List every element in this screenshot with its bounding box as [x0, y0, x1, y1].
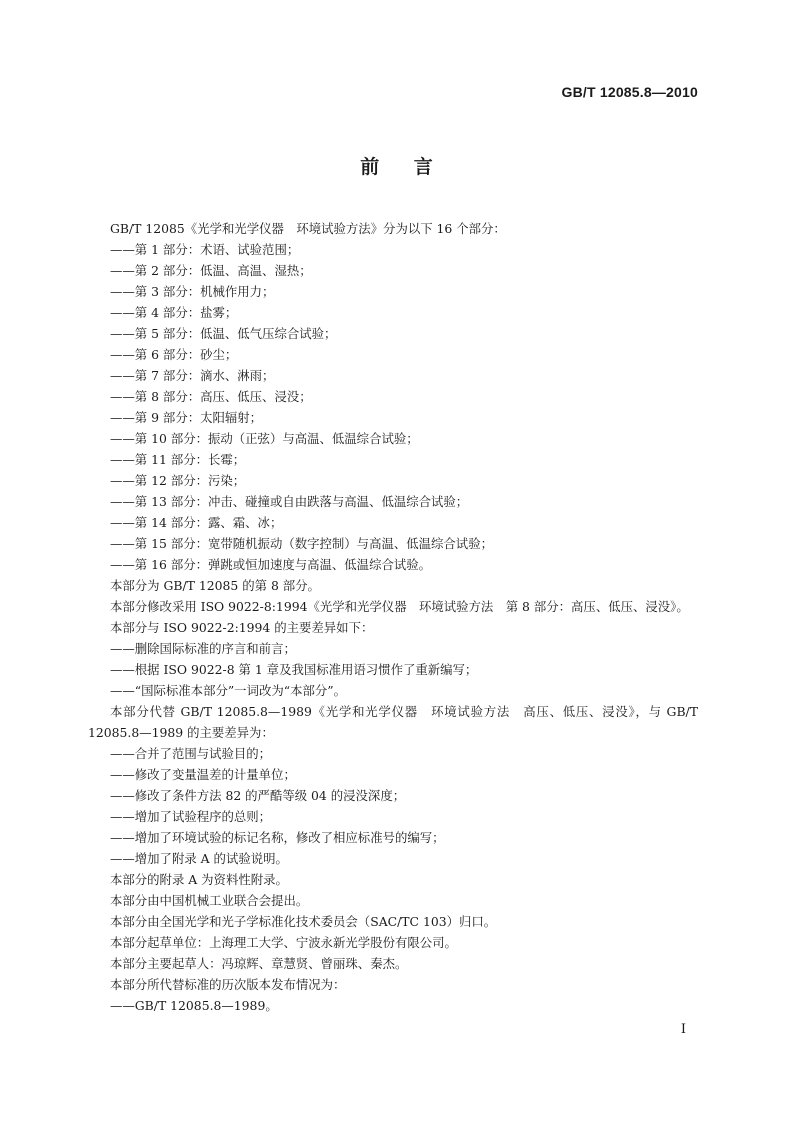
list-item: ——第 5 部分：低温、低气压综合试验；: [110, 326, 337, 341]
paragraph: 本部分所代替标准的历次版本发布情况为：: [110, 977, 346, 992]
paragraph: 本部分为 GB/T 12085 的第 8 部分。: [110, 578, 320, 593]
list-item: ——修改了变量温差的计量单位；: [110, 767, 296, 782]
list-item: ——第 3 部分：机械作用力；: [110, 284, 275, 299]
list-item: ——第 10 部分：振动（正弦）与高温、低温综合试验；: [110, 431, 419, 446]
paragraph: 本部分与 ISO 9022-2:1994 的主要差异如下：: [110, 620, 374, 635]
paragraph: 本部分由全国光学和光子学标准化技术委员会（SAC/TC 103）归口。: [110, 914, 497, 929]
paragraph: 本部分由中国机械工业联合会提出。: [110, 893, 309, 908]
list-item: ——修改了条件方法 82 的严酷等级 04 的浸没深度；: [110, 788, 406, 803]
list-item: ——第 1 部分：术语、试验范围；: [110, 242, 300, 257]
list-item: ——第 6 部分：砂尘；: [110, 347, 238, 362]
list-item: ——根据 ISO 9022-8 第 1 章及我国标准用语习惯作了重新编写；: [110, 662, 478, 677]
paragraph: GB/T 12085《光学和光学仪器 环境试验方法》分为以下 16 个部分：: [110, 221, 506, 236]
standard-number: GB/T 12085.8—2010: [561, 84, 698, 100]
list-item: ——第 8 部分：高压、低压、浸没；: [110, 389, 312, 404]
list-item: ——第 12 部分：污染；: [110, 473, 246, 488]
list-item: ——第 9 部分：太阳辐射；: [110, 410, 263, 425]
paragraph: 本部分修改采用 ISO 9022-8:1994《光学和光学仪器 环境试验方法 第 8 部分：高压、低压、浸没》。: [110, 599, 689, 614]
page-title: 前 言: [360, 156, 434, 178]
list-item: ——第 11 部分：长霉；: [110, 452, 246, 467]
list-item: ——第 15 部分：宽带随机振动（数字控制）与高温、低温综合试验；: [110, 536, 493, 551]
list-item: ——第 2 部分：低温、高温、湿热；: [110, 263, 312, 278]
list-item: ——增加了环境试验的标记名称，修改了相应标准号的编写；: [110, 830, 445, 845]
list-item: ——删除国际标准的序言和前言；: [110, 641, 296, 656]
list-item: ——GB/T 12085.8—1989。: [110, 998, 278, 1013]
list-item: ——第 4 部分：盐雾；: [110, 305, 238, 320]
list-item: ——第 13 部分：冲击、碰撞或自由跌落与高温、低温综合试验；: [110, 494, 469, 509]
page-number: I: [680, 1022, 686, 1037]
list-item: ——合并了范围与试验目的；: [110, 746, 272, 761]
list-item: ——第 16 部分：弹跳或恒加速度与高温、低温综合试验。: [110, 557, 432, 572]
paragraph: 本部分主要起草人：冯琼辉、章慧贤、曾丽珠、秦杰。: [110, 956, 408, 971]
paragraph: 本部分起草单位：上海理工大学、宁波永新光学股份有限公司。: [110, 935, 457, 950]
paragraph: 本部分的附录 A 为资料性附录。: [110, 872, 288, 887]
paragraph: 本部分代替 GB/T 12085.8—1989《光学和光学仪器 环境试验方法 高压、低压、浸没》，与 GB/T 12085.8—1989 的主要差异为：: [88, 704, 698, 740]
list-item: ——增加了附录 A 的试验说明。: [110, 851, 288, 866]
list-item: ——增加了试验程序的总则；: [110, 809, 272, 824]
foreword-body: [88, 218, 698, 1016]
list-item: ——第 14 部分：露、霜、冰；: [110, 515, 283, 530]
list-item: ——第 7 部分：滴水、淋雨；: [110, 368, 275, 383]
list-item: ——“国际标准本部分”一词改为“本部分”。: [110, 683, 346, 698]
